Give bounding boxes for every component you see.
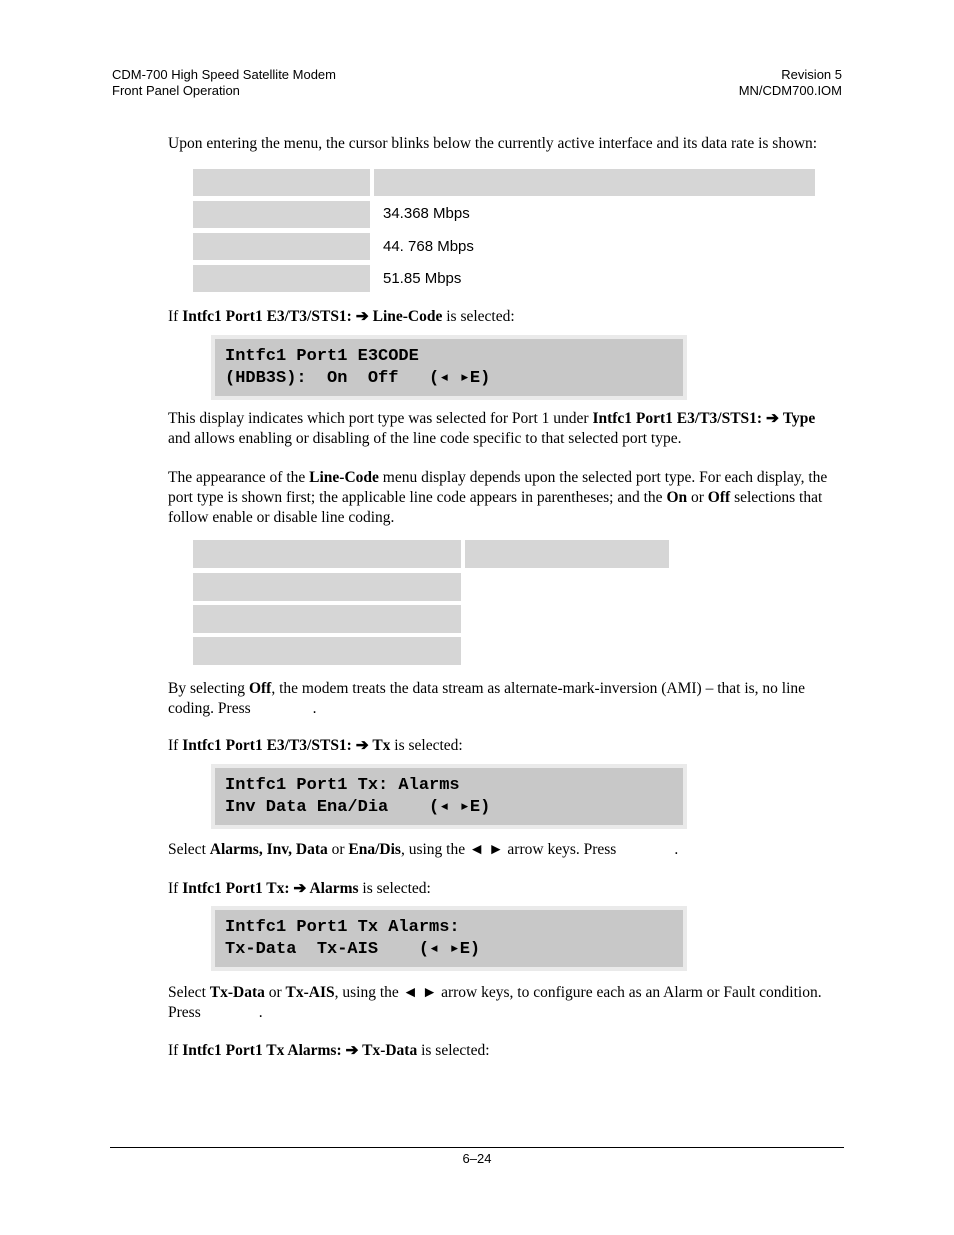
lcd-line-2: (HDB3S): On Off (◂ ▸E) xyxy=(225,369,491,388)
footer-divider xyxy=(110,1147,844,1148)
doc-number: MN/CDM700.IOM xyxy=(738,83,842,98)
page-number: 6–24 xyxy=(462,1151,492,1166)
select-alarms-paragraph: Select Alarms, Inv, Data or Ena/Dis, using the ◄ ► arrow keys. Press . xyxy=(168,841,679,858)
lcd-display-linecode xyxy=(211,335,687,400)
rate-table-value: 51.85 Mbps xyxy=(383,270,462,287)
rate-table-value: 34.368 Mbps xyxy=(383,205,470,222)
revision: Revision 5 xyxy=(781,67,842,82)
alarms-selected-paragraph: If Intfc1 Port1 Tx: ➔ Alarms is selected: xyxy=(168,880,431,897)
rate-table-row-cell xyxy=(193,265,370,292)
lcd-line-1: Intfc1 Port1 E3CODE xyxy=(225,347,419,366)
lcd-display-tx-alarms xyxy=(211,906,687,971)
rate-table-header-cell-left xyxy=(193,169,370,196)
lcd-line-2: Tx-Data Tx-AIS (◂ ▸E) xyxy=(225,940,481,959)
lcd-display-tx xyxy=(211,764,687,829)
intro-paragraph: Upon entering the menu, the cursor blinks below the currently active interface and its data rate is shown: xyxy=(168,135,818,152)
rate-table-row-cell xyxy=(193,233,370,260)
select-txdata-paragraph: Select Tx-Data or Tx-AIS, using the ◄ ► arrow keys, to configure each as an Alarm or Fault condition. Press . xyxy=(168,984,822,1021)
linecode-selected-paragraph: If Intfc1 Port1 E3/T3/STS1: ➔ Line-Code is selected: xyxy=(168,308,515,325)
tx-selected-paragraph: If Intfc1 Port1 E3/T3/STS1: ➔ Tx is selected: xyxy=(168,737,463,754)
linecode-table-header-cell-left xyxy=(193,540,461,568)
section-title: Front Panel Operation xyxy=(112,83,240,98)
lcd-line-2: Inv Data Ena/Dia (◂ ▸E) xyxy=(225,798,491,817)
rate-table-value: 44. 768 Mbps xyxy=(383,238,474,255)
display-description-paragraph: This display indicates which port type was selected for Port 1 under Intfc1 Port1 E3/T3/STS1: ➔ Type and allows enabling or disabling of the line code specific to that selected port type. xyxy=(168,410,816,447)
linecode-table-row-cell xyxy=(193,573,461,601)
doc-title: CDM-700 High Speed Satellite Modem xyxy=(112,67,336,82)
lcd-line-1: Intfc1 Port1 Tx: Alarms xyxy=(225,776,460,795)
linecode-table-row-cell xyxy=(193,637,461,665)
header-right xyxy=(739,67,842,99)
lcd-line-1: Intfc1 Port1 Tx Alarms: xyxy=(225,918,460,937)
linecode-table-header-cell-right xyxy=(465,540,669,568)
appearance-paragraph: The appearance of the Line-Code menu display depends upon the selected port type. For each display, the port type is shown first; the applicable line code appears in parentheses; and the On or Off selections that follow enable or disable line coding. xyxy=(168,469,828,526)
linecode-table-row-cell xyxy=(193,605,461,633)
rate-table-row-cell xyxy=(193,201,370,228)
header-left xyxy=(112,67,336,99)
off-description-paragraph: By selecting Off, the modem treats the data stream as alternate-mark-inversion (AMI) – that is, no line coding. Press . xyxy=(168,680,806,717)
txdata-selected-paragraph: If Intfc1 Port1 Tx Alarms: ➔ Tx-Data is selected: xyxy=(168,1042,490,1059)
rate-table-header-cell-right xyxy=(374,169,815,196)
